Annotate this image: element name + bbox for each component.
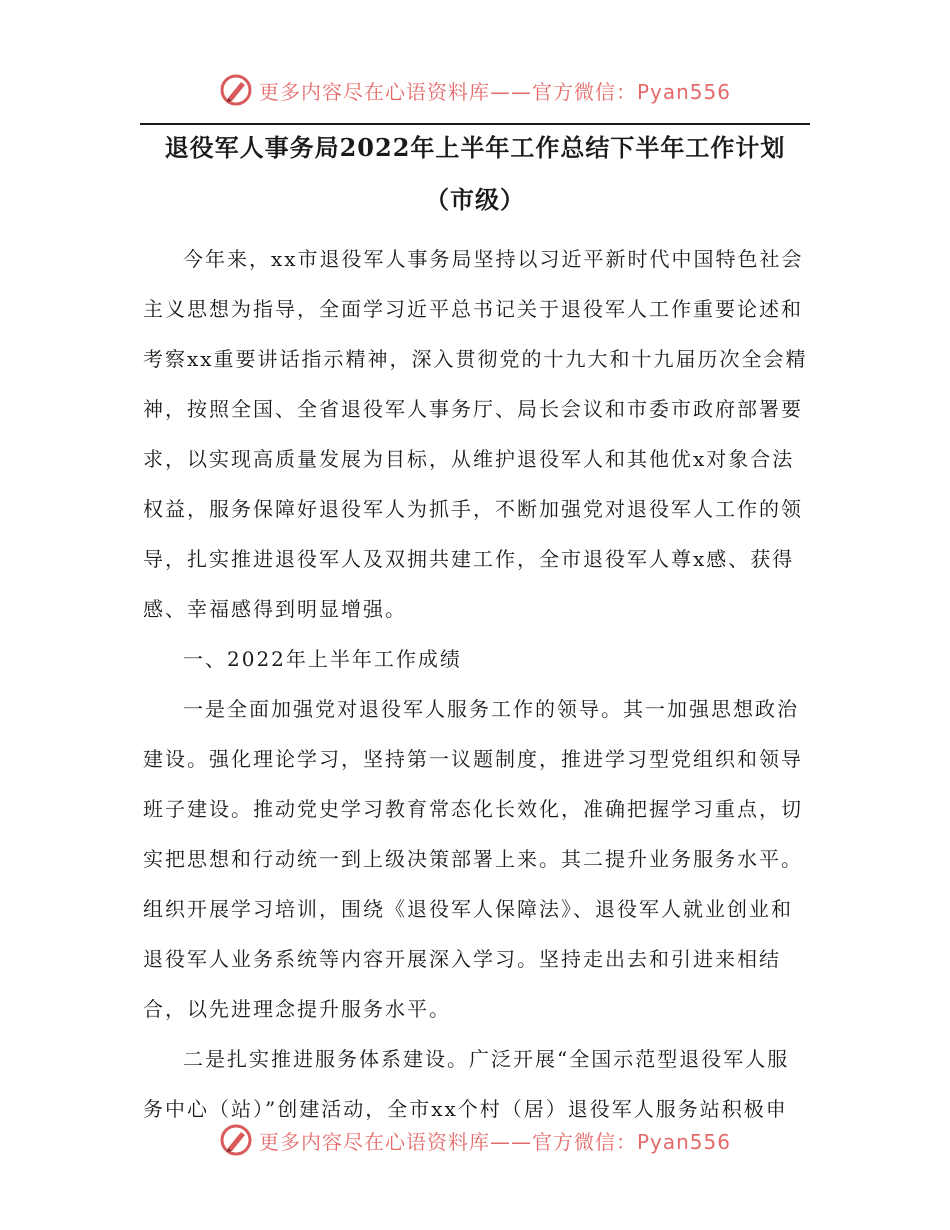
banner-dash: —— — [489, 79, 532, 104]
banner-slogan: 更多内容尽在心语资料库 — [258, 1129, 490, 1154]
pen-logo-icon — [219, 73, 253, 107]
header-watermark-banner — [0, 70, 950, 110]
paragraph-point-2: 二是扎实推进服务体系建设。广泛开展“全国示范型退役军人服务中心（站）”创建活动，全市xx个村（居）退役军人服务站积极申 — [143, 1047, 790, 1121]
banner-text — [259, 76, 731, 105]
banner-wechat: 官方微信：Pyan556 — [531, 79, 731, 104]
banner-text — [259, 1126, 731, 1155]
paragraph-point-1: 一是全面加强党对退役军人服务工作的领导。其一加强思想政治建设。强化理论学习，坚持第一议题制度，推进学习型党组织和领导班子建设。推动党史学习教育常态化长效化，准确把握学习重点，切实把思想和行动统一到上级决策部署上来。其二提升业务服务水平。组织开展学习培训，围绕《退役军人保障法》、退役军人就业创业和退役军人业务系统等内容开展深入学习。坚持走出去和引进来相结合，以先进理念提升服务水平。 — [143, 697, 803, 1021]
banner-wechat: 官方微信：Pyan556 — [531, 1129, 731, 1154]
document-title: 退役军人事务局2022年上半年工作总结下半年工作计划 — [164, 133, 786, 162]
section-heading: 一、2022年上半年工作成绩 — [183, 647, 462, 671]
banner-dash: —— — [489, 1129, 532, 1154]
paragraph-intro: 今年来，xx市退役军人事务局坚持以习近平新时代中国特色社会主义思想为指导，全面学习近平总书记关于退役军人工作重要论述和考察xx重要讲话指示精神，深入贯彻党的十九大和十九届历次全会精神，按照全国、全省退役军人事务厅、局长会议和市委市政府部署要求，以实现高质量发展为目标，从维护退役军人和其他优x对象合法权益，服务保障好退役军人为抓手，不断加强党对退役军人工作的领导，扎实推进退役军人及双拥共建工作，全市退役军人尊x感、获得感、幸福感得到明显增强。 — [143, 247, 808, 621]
banner-slogan: 更多内容尽在心语资料库 — [258, 79, 490, 104]
document-subtitle: （市级） — [425, 185, 525, 214]
document-body — [143, 234, 808, 1134]
pen-logo-icon — [219, 1123, 253, 1157]
header-rule — [140, 123, 810, 125]
footer-watermark-banner — [0, 1120, 950, 1160]
